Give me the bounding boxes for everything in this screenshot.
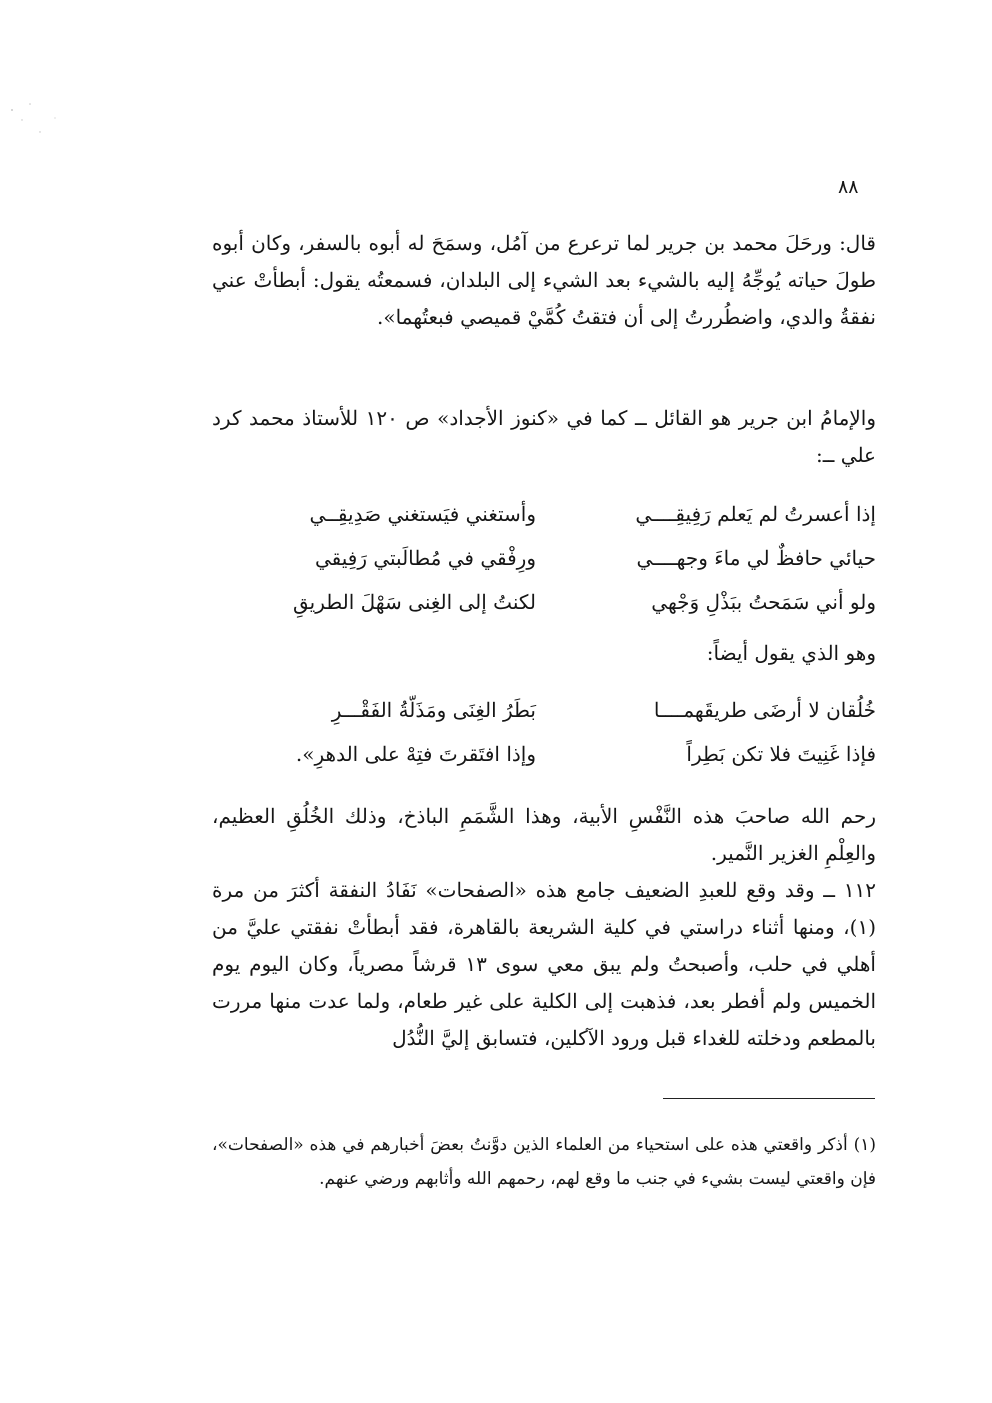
paragraph-112-author-anecdote: ١١٢ ــ وقد وقع للعبدِ الضعيف جامع هذه «الصفحات» نَفَادُ النفقة أكثرَ من مرة (١)، ومنها أثناء دراستي في كلية الشريعة بالقاهرة، فقد أبطأتْ نفقتي عليَّ من أهلي في حلب، وأصبحتُ ولم يبق معي سوى ١٣ قرشاً مصرياً، وكان اليوم يوم الخميس ولم أفطر بعد، فذهبت إلى الكلية على غير طعام، ولما عدت منها مررت بالمطعم ودخلته للغداء قبل ورود الآكلين، فتسابق إليَّ النُّدُل xyxy=(212,878,876,1050)
verse-line xyxy=(212,580,876,624)
verse-first-hemistich: ولو أني سَمَحتُ ببَذْلِ وَجْهي xyxy=(651,590,876,614)
poem-first xyxy=(212,492,876,624)
verse-line xyxy=(212,688,876,732)
verse-second-hemistich: وإذا افتَقرتَ فتِهْ على الدهرِ». xyxy=(295,742,536,766)
verse-second-hemistich: بَطَرُ الغِنَى ومَذَلّةُ الفَقْـــرِ xyxy=(331,698,536,722)
paragraph-second-poem-introduction: وهو الذي يقول أيضاً: xyxy=(706,641,876,665)
verse-second-hemistich: وأستغني فيَستغني صَدِيقِــي xyxy=(309,502,536,526)
verse-second-hemistich: ورِفْقي في مُطالَبتي رَفِيقي xyxy=(314,546,536,570)
verse-first-hemistich: حيائي حافظٌ لي ماءَ وجهــــي xyxy=(636,546,876,570)
paragraph-ibn-jarir-travel: قال: ورحَلَ محمد بن جرير لما ترعرع من آمُل، وسمَحَ له أبوه بالسفر، وكان أبوه طولَ حياته يُوجِّهُ إليه بالشيء بعد الشيء إلى البلدان، فسمعتُه يقول: أبطأتْ عني نفقةُ والدي، واضطُررتُ إلى أن فتقتُ كُمَّيْ قميصي فبعتُهما». xyxy=(212,231,876,329)
footnote-divider xyxy=(663,1098,875,1099)
poem-second xyxy=(212,688,876,776)
verse-second-hemistich: لكنتُ إلى الغِنى سَهْلَ الطريقِ xyxy=(292,590,536,614)
verse-first-hemistich: خُلُقان لا أرضَى طريقَهمــــا xyxy=(653,698,876,722)
paragraph-poem-introduction: والإمامُ ابن جرير هو القائل ــ كما في «كنوز الأجداد» ص ١٢٠ للأستاذ محمد كرد علي ــ: xyxy=(212,406,876,467)
page-number: ٨٨ xyxy=(838,176,859,198)
paragraph-praise: رحم الله صاحبَ هذه النَّفْسِ الأبية، وهذا الشَّمَمِ الباذخ، وذلك الخُلُقِ العظيم، والعِلْمِ الغزير النَّمير. xyxy=(212,804,876,865)
verse-line xyxy=(212,732,876,776)
verse-line xyxy=(212,492,876,536)
verse-first-hemistich: إذا أعسرتُ لم يَعلم رَفِيقِــــي xyxy=(635,502,876,526)
footnote-1: (١) أذكر واقعتي هذه على استحياء من العلماء الذين دوَّنتُ بعضَ أخبارهم في هذه «الصفحات»، فإن واقعتي ليست بشيء في جنب ما وقع لهم، رحمهم الله وأثابهم ورضي عنهم. xyxy=(212,1135,876,1189)
verse-line xyxy=(212,536,876,580)
verse-first-hemistich: فإذا غَنِيتَ فلا تكن بَطِراً xyxy=(686,742,876,766)
paper-speck-marks xyxy=(0,80,80,160)
